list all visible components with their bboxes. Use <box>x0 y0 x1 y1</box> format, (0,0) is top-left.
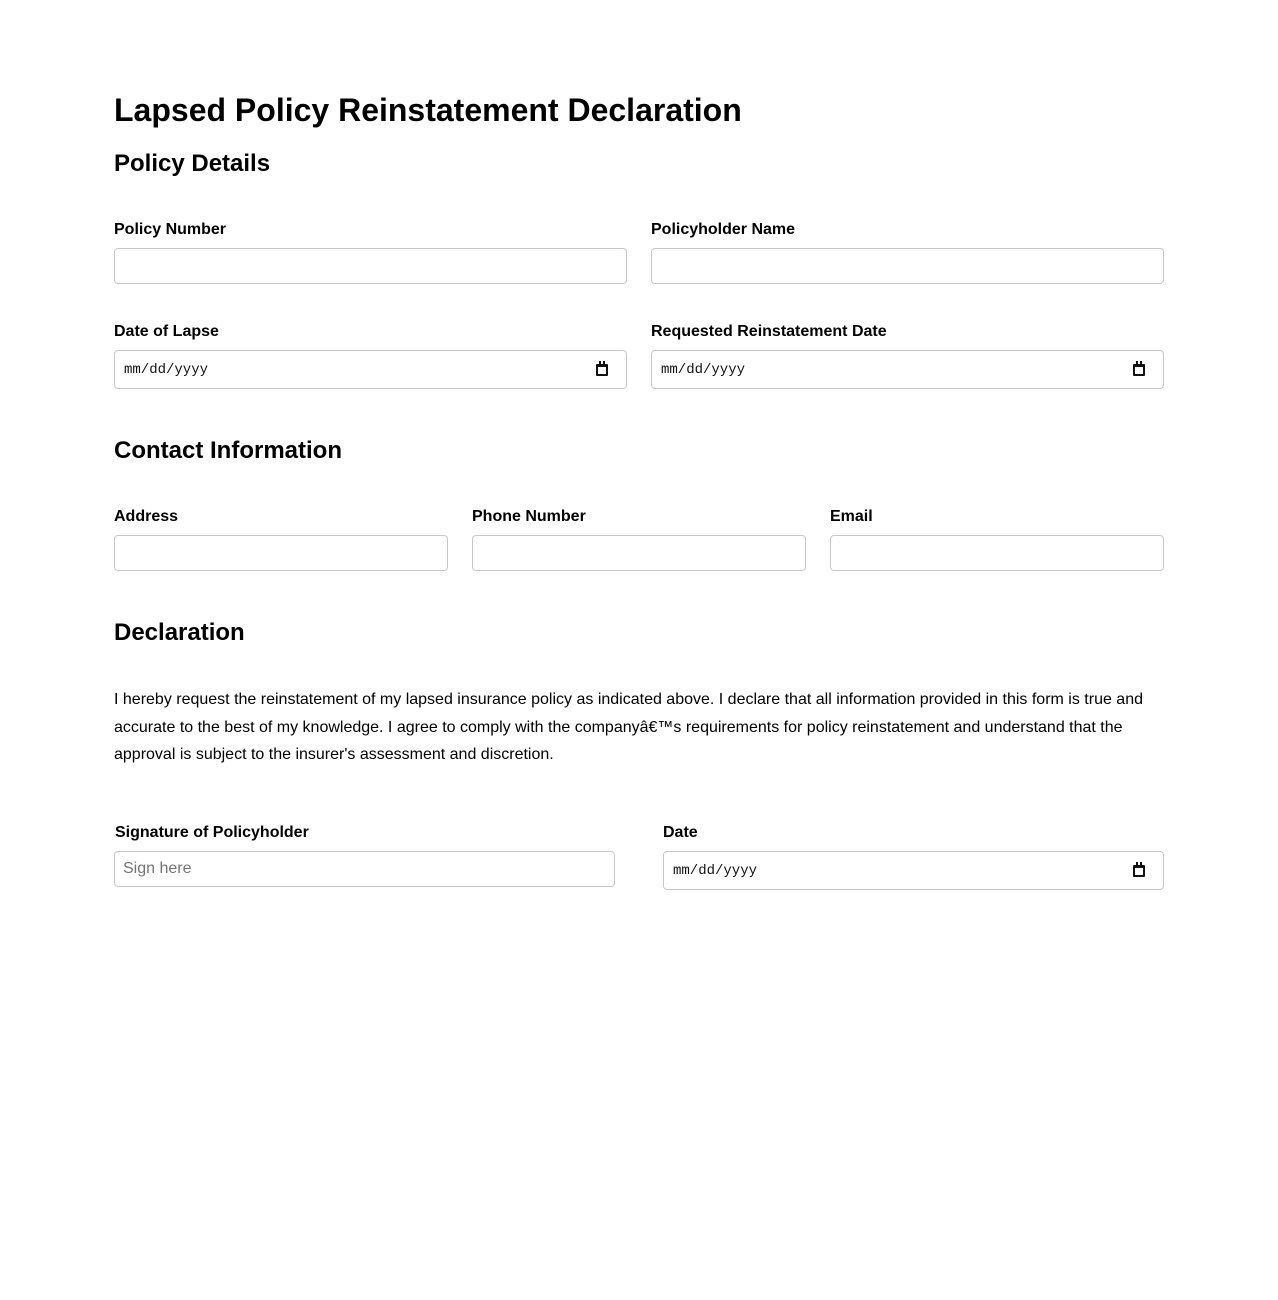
section-heading-policy-details: Policy Details <box>114 150 271 177</box>
address-input[interactable] <box>114 535 448 571</box>
signature-label: Signature of Policyholder <box>115 824 309 841</box>
calendar-icon[interactable] <box>1133 364 1145 376</box>
declaration-date-label: Date <box>663 824 698 841</box>
policyholder-name-input[interactable] <box>651 248 1164 284</box>
requested-reinstatement-date-label: Requested Reinstatement Date <box>651 323 887 340</box>
page-title: Lapsed Policy Reinstatement Declaration <box>114 92 742 128</box>
calendar-icon[interactable] <box>596 364 608 376</box>
email-label: Email <box>830 508 873 525</box>
policy-number-label: Policy Number <box>114 221 227 238</box>
date-placeholder: mm/dd/yyyy <box>124 361 209 378</box>
policy-number-input[interactable] <box>114 248 627 284</box>
declaration-text: I hereby request the reinstatement of my lapsed insurance policy as indicated above. I declare that all information provided in this form is true and accurate to the best of my knowledge. I agree to comply with the companyâ€™s requirements for policy reinstatement and understand that the approval is subject to the insurer's assessment and discretion. <box>114 691 1143 763</box>
date-placeholder: mm/dd/yyyy <box>661 361 746 378</box>
section-heading-declaration: Declaration <box>114 619 245 646</box>
policyholder-name-label: Policyholder Name <box>651 221 796 238</box>
email-input[interactable] <box>830 535 1164 571</box>
address-label: Address <box>114 508 179 525</box>
signature-input[interactable] <box>114 851 615 887</box>
phone-number-label: Phone Number <box>472 508 586 525</box>
requested-reinstatement-date-input[interactable] <box>651 350 1164 389</box>
date-of-lapse-input[interactable] <box>114 350 627 389</box>
calendar-icon[interactable] <box>1133 865 1145 877</box>
date-placeholder: mm/dd/yyyy <box>673 862 758 879</box>
phone-number-input[interactable] <box>472 535 806 571</box>
signature-placeholder: Sign here <box>123 860 192 877</box>
date-of-lapse-label: Date of Lapse <box>114 323 219 340</box>
section-heading-contact-information: Contact Information <box>114 437 342 464</box>
declaration-date-input[interactable] <box>663 851 1164 890</box>
